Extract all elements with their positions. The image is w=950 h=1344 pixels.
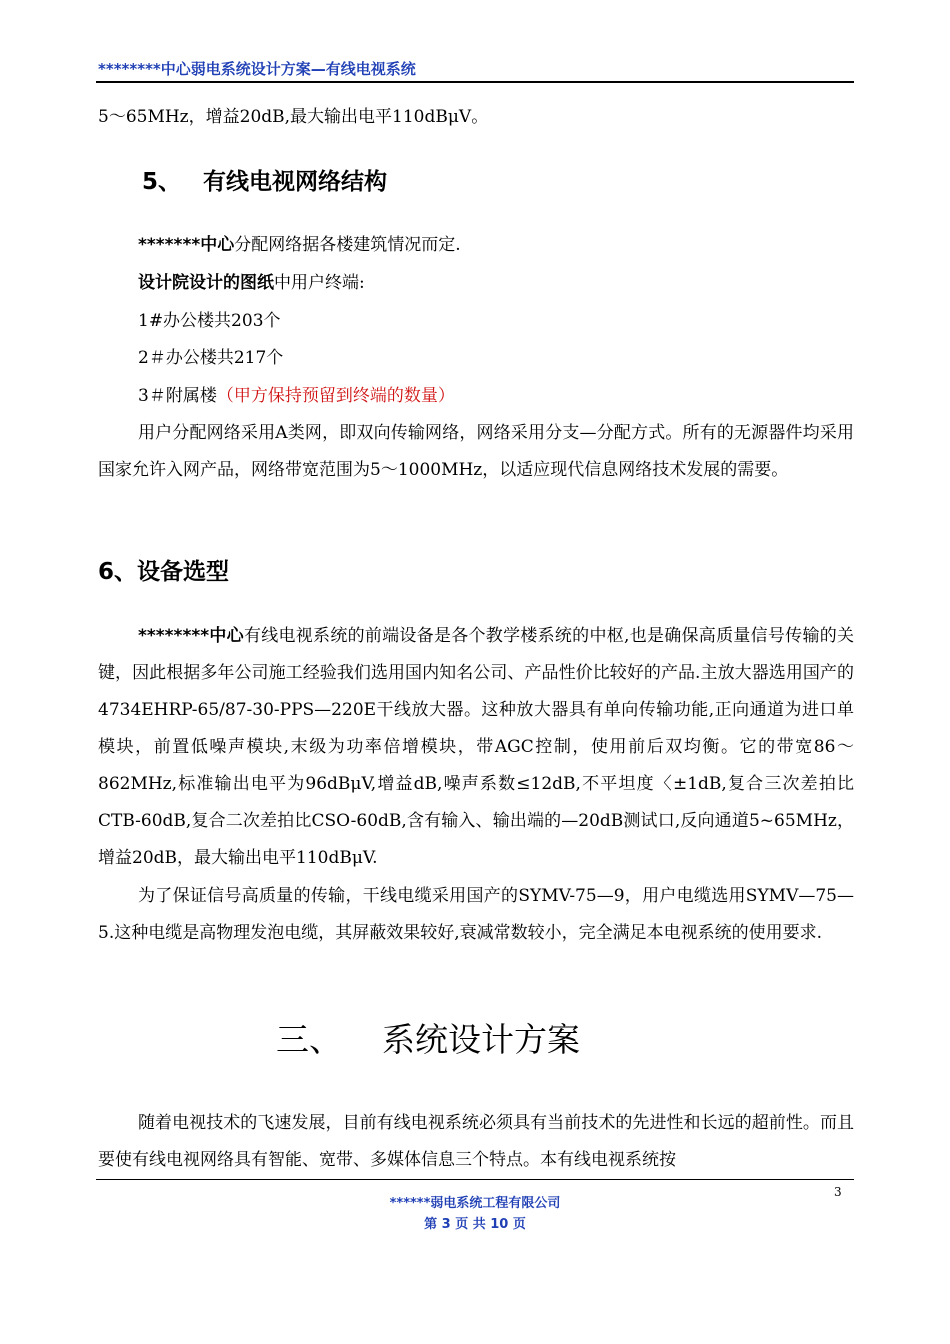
s5-line-1 bbox=[138, 236, 461, 255]
page-number: 3 bbox=[834, 1185, 842, 1199]
header-rule bbox=[96, 81, 854, 83]
s5-line-3: 1#办公楼共203个 bbox=[138, 311, 281, 331]
s6-paragraph-1 bbox=[98, 618, 854, 877]
chapter-3-heading bbox=[276, 1014, 580, 1061]
section-5-title: 有线电视网络结构 bbox=[203, 169, 388, 195]
center-name: *******中心 bbox=[138, 235, 235, 255]
continuation-line: 5～65MHz，增益20dB,最大输出电平110dBμV。 bbox=[98, 107, 489, 127]
s5-line-5 bbox=[138, 387, 455, 406]
s5-line-1-text: 分配网络据各楼建筑情况而定. bbox=[234, 235, 461, 255]
s6-paragraph-1-text: 有线电视系统的前端设备是各个教学楼系统的中枢,也是确保高质量信号传输的关键，因此根据多年公司施工经验我们选用国内知名公司、产品性价比较好的产品.主放大器选用国产的4734EHRP-65/87-30-PPS—220E干线放大器。这种放大器具有单向传输功能,正向通道为进口单模块，前置低噪声模块,末级为功率倍增模块，带AGC控制，使用前后双均衡。它的带宽86～862MHz,标准输出电平为96dBμV,增益dB,噪声系数≤12dB,不平坦度〈±1dB,复合三次差拍比CTB-60dB,复合二次差拍比CSO-60dB,含有输入、输出端的—20dB测试口,反向通道5~65MHz，增益20dB，最大输出电平110dBμV. bbox=[98, 626, 854, 868]
section-5-heading bbox=[142, 163, 387, 196]
center-name-2: ********中心 bbox=[138, 626, 244, 646]
s5-line-4: 2＃办公楼共217个 bbox=[138, 348, 284, 368]
chapter-3-paragraph: 随着电视技术的飞速发展，目前有线电视系统必须具有当前技术的先进性和长远的超前性。而且要使有线电视网络具有智能、宽带、多媒体信息三个特点。本有线电视系统按 bbox=[98, 1113, 854, 1170]
chapter-3-number: 三、 bbox=[276, 1020, 342, 1059]
s5-paragraph: 用户分配网络采用A类网，即双向传输网络，网络采用分支—分配方式。所有的无源器件均采用国家允许入网产品，网络带宽范围为5～1000MHz，以适应现代信息网络技术发展的需要。 bbox=[98, 423, 854, 480]
s5-line-2-text: 中用户终端: bbox=[274, 273, 365, 293]
chapter-3-title: 系统设计方案 bbox=[382, 1020, 580, 1059]
page-header-title: ********中心弱电系统设计方案—有线电视系统 bbox=[98, 60, 416, 78]
footer-company: ******弱电系统工程有限公司 bbox=[389, 1196, 561, 1211]
reserved-note: （甲方保持预留到终端的数量） bbox=[216, 386, 455, 406]
footer-rule bbox=[96, 1179, 854, 1180]
design-institute-label: 设计院设计的图纸 bbox=[138, 273, 274, 293]
s5-line-5-text: 3＃附属楼 bbox=[138, 386, 217, 406]
section-5-number: 5、 bbox=[142, 169, 182, 195]
s6-paragraph-2: 为了保证信号高质量的传输，干线电缆采用国产的SYMV-75—9，用户电缆选用SYMV—75—5.这种电缆是高物理发泡电缆，其屏蔽效果较好,衰减常数较小，完全满足本电视系统的使用要求. bbox=[98, 886, 854, 943]
s5-line-2 bbox=[138, 274, 365, 293]
footer-page-info: 第 3 页 共 10 页 bbox=[424, 1217, 526, 1232]
section-6-heading: 6、设备选型 bbox=[98, 559, 230, 585]
